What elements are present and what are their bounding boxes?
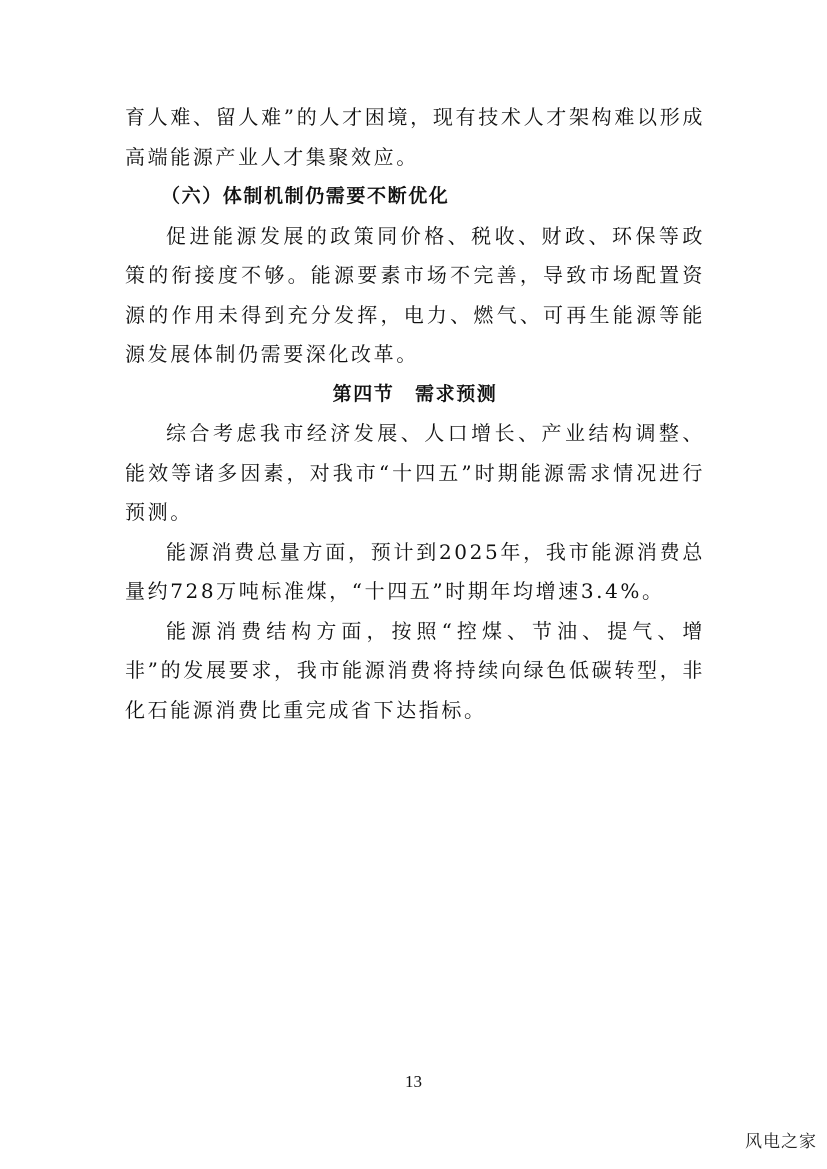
section-heading-demand-forecast: 第四节 需求预测 (332, 382, 498, 405)
paragraph-institutional-mechanism: 促进能源发展的政策同价格、税收、财政、环保等政策的衔接度不够。能源要素市场不完善，导致市场配置资源的作用未得到充分发挥，电力、燃气、可再生能源等能源发展体制仍需要深化改革。 (125, 223, 705, 366)
document-body (125, 98, 705, 730)
page-number: 13 (405, 1072, 422, 1091)
paragraph-consumption-structure: 能源消费结构方面，按照“控煤、节油、提气、增非”的发展要求，我市能源消费将持续向绿色低碳转型，非化石能源消费比重完成省下达指标。 (125, 618, 705, 722)
continued-paragraph: 育人难、留人难”的人才困境，现有技术人才架构难以形成高端能源产业人才集聚效应。 (125, 105, 705, 169)
paragraph-total-consumption: 能源消费总量方面，预计到2025年，我市能源消费总量约728万吨标准煤，“十四五”时期年均增速3.4%。 (125, 539, 705, 603)
subheading-institutional-mechanism: （六）体制机制仍需要不断优化 (161, 185, 450, 207)
paragraph-forecast-intro: 综合考虑我市经济发展、人口增长、产业结构调整、能效等诸多因素，对我市“十四五”时期能源需求情况进行预测。 (125, 421, 705, 524)
watermark-text: 风电之家 (745, 1132, 817, 1152)
